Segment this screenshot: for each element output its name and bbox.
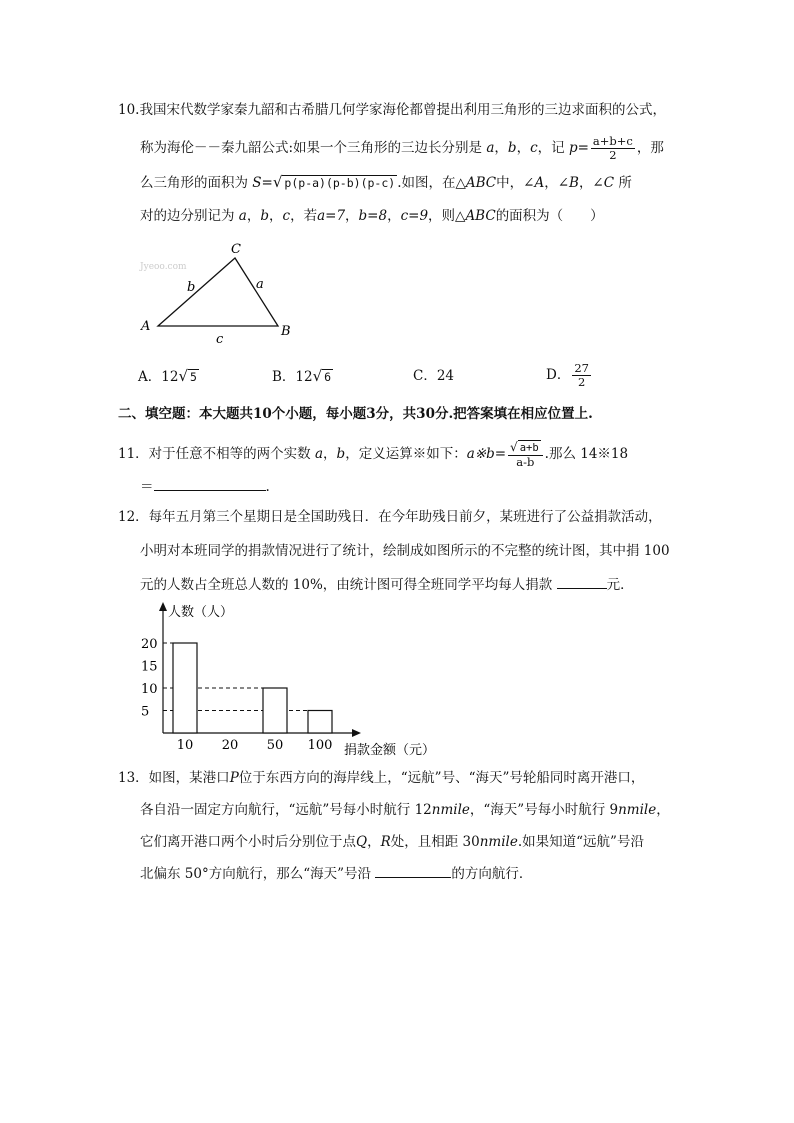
q13-line-2: 各自沿一固定方向航行，“远航”号每小时航行 12nmile，“海天”号每小时航行 9nmile，: [140, 802, 670, 818]
operation-definition: a※b=: [466, 446, 507, 462]
operation-fraction: $\frac{√ a+b}{a-b}$: [508, 440, 543, 469]
var-c: c: [530, 140, 538, 156]
y-axis-arrow-icon: [159, 602, 167, 611]
var-b: b: [507, 140, 517, 156]
chart-ticks: [141, 637, 332, 753]
side-a-label: a: [256, 277, 264, 292]
radical-icon: √: [178, 367, 188, 385]
x-axis-arrow-icon: [352, 729, 361, 737]
q12-answer-blank[interactable]: [557, 574, 607, 589]
s-formula: S=: [252, 175, 273, 191]
y-tick-label: 5: [141, 704, 150, 720]
q13-line-3: 它们离开港口两个小时后分别位于点Q，R处，且相距 30nmile.如果知道“远航”号沿: [140, 834, 644, 850]
q10-text-2a: 称为海伦－－秦九韶公式:如果一个三角形的三边长分别是: [140, 140, 483, 156]
y-axis-label: 人数（人）: [168, 605, 234, 620]
q11-answer-blank[interactable]: [154, 476, 266, 491]
bar-100: [308, 711, 332, 734]
q12-line-1: 12．每年五月第三个星期日是全国助残日．在今年助残日前夕，某班进行了公益捐款活动，: [118, 509, 662, 525]
q10-line-2: 称为海伦－－秦九韶公式:如果一个三角形的三边长分别是 a，b，c，记 p= $\frac{a+b+c}{2}$ ，那: [140, 134, 664, 162]
q10-line-3: 么三角形的面积为 S=√ p(p-a)(p-b)(p-c) .如图，在△ABC中，∠A，∠B，∠C 所: [140, 173, 632, 191]
q11-line-2: ＝ .: [140, 476, 270, 497]
p-fraction: $\frac{a+b+c}{2}$: [592, 134, 633, 162]
q12-line-2: 小明对本班同学的捐款情况进行了统计，绘制成如图所示的不完整的统计图，其中捐 100: [140, 543, 670, 559]
var-a: a: [486, 140, 495, 156]
q10-line-1: [118, 100, 666, 120]
watermark: Jyeoo.com: [140, 262, 187, 272]
chart-bars: [173, 643, 332, 733]
q10-option-b: B．12√ 6: [272, 367, 332, 385]
x-tick-label: 20: [221, 738, 239, 753]
x-tick-label: 100: [307, 738, 333, 753]
side-c-label: c: [216, 332, 224, 347]
q10-line-4: 对的边分别记为 a，b，c，若a=7，b=8，c=9，则△ABC的面积为（ ）: [140, 208, 604, 224]
q10-option-a: A．12√ 5: [138, 367, 197, 385]
triangle-figure: [130, 238, 300, 348]
section-2-title: 二、填空题：本大题共10个小题，每小题3分，共30分.把答案填在相应位置上.: [118, 406, 593, 422]
q10-text-1: 10.我国宋代数学家秦九韶和古希腊几何学家海伦都曾提出利用三角形的三边求面积的公式，: [118, 102, 666, 118]
x-axis-label: 捐款金额（元）: [344, 743, 436, 758]
y-tick-label: 15: [141, 659, 158, 675]
vertex-a-label: A: [141, 319, 151, 334]
vertex-c-label: C: [231, 242, 241, 257]
q10-option-c: C．24: [413, 368, 455, 384]
q10-option-d: D． $\frac{27}{2}$: [546, 361, 589, 389]
vertex-b-label: B: [281, 324, 291, 339]
q12-line-3: 元的人数占全班总人数的 10%，由统计图可得全班同学平均每人捐款 元．: [140, 574, 634, 595]
x-tick-label: 50: [266, 738, 284, 753]
heron-radicand: p(p-a)(p-b)(p-c): [284, 176, 396, 190]
p-formula: p=: [568, 140, 589, 156]
y-tick-label: 20: [141, 637, 158, 652]
q13-answer-blank[interactable]: [375, 863, 451, 878]
x-tick-label: 10: [176, 738, 194, 753]
side-b-label: b: [187, 280, 196, 295]
q13-line-4: 北偏东 50°方向航行，那么“海天”号沿 的方向航行．: [140, 863, 532, 884]
radical-icon: √: [312, 367, 323, 385]
y-tick-label: 10: [141, 682, 158, 697]
bar-10: [173, 643, 197, 733]
bar-50: [263, 688, 287, 733]
q11-line-1: 11．对于任意不相等的两个实数 a，b，定义运算※如下：a※b= $\frac{√ a+b}{a-b}$ .那么 14※18: [118, 440, 629, 469]
radical-icon: √: [272, 173, 283, 191]
q13-line-1: 13．如图，某港口P位于东西方向的海岸线上，“远航”号、“海天”号轮船同时离开港口，: [118, 770, 645, 786]
donation-bar-chart: [130, 596, 460, 762]
